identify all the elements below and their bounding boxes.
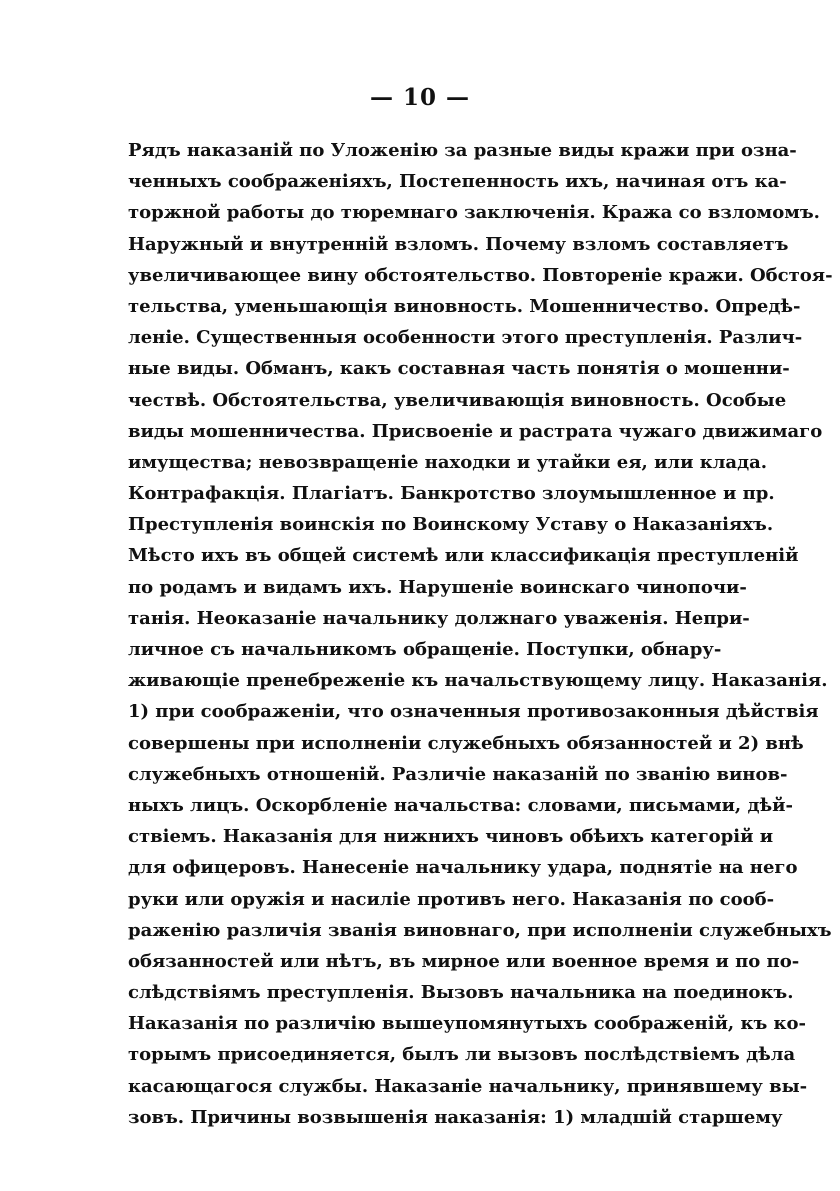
- text-line: для офицеровъ. Нанесеніе начальнику удара, поднятіе на него: [128, 857, 798, 879]
- text-line: увеличивающее вину обстоятельство. Повтореніе кражи. Обстоя-: [128, 264, 833, 286]
- text-line: раженію различія званія виновнаго, при исполненіи служебныхъ: [128, 919, 832, 941]
- text-line: леніе. Существенныя особенности этого преступленія. Различ-: [128, 327, 803, 349]
- text-line: слѣдствіямъ преступленія. Вызовъ начальника на поединокъ.: [128, 982, 794, 1004]
- text-line: тельства, уменьшающія виновность. Мошенничество. Опредѣ-: [128, 295, 801, 317]
- text-line: совершены при исполненіи служебныхъ обязанностей и 2) внѣ: [128, 732, 804, 754]
- body-text: [128, 135, 833, 1133]
- text-line: Преступленія воинскія по Воинскому Уставу о Наказаніяхъ.: [128, 514, 774, 536]
- text-line: ствіемъ. Наказанія для нижнихъ чиновъ обѣихъ категорій и: [128, 826, 774, 848]
- text-line: танія. Неоказаніе начальнику должнаго уваженія. Непри-: [128, 607, 750, 629]
- text-line: 1) при соображеніи, что означенныя противозаконныя дѣйствія: [128, 701, 819, 723]
- text-line: по родамъ и видамъ ихъ. Нарушеніе воинскаго чинопочи-: [128, 576, 747, 598]
- text-line: личное съ начальникомъ обращеніе. Поступки, обнару-: [128, 639, 722, 660]
- text-line: касающагося службы. Наказаніе начальнику, принявшему вы-: [128, 1075, 808, 1097]
- text-line: торжной работы до тюремнаго заключенія. Кража со взломомъ.: [128, 202, 820, 224]
- text-line: ные виды. Обманъ, какъ составная часть понятія о мошенни-: [128, 358, 790, 380]
- text-line: Контрафакція. Плагіатъ. Банкротство злоумышленное и пр.: [128, 483, 775, 505]
- text-line: зовъ. Причины возвышенія наказанія: 1) младшій старшему: [128, 1106, 783, 1128]
- text-line: торымъ присоединяется, былъ ли вызовъ послѣдствіемъ дѣла: [128, 1044, 796, 1066]
- text-line: Рядъ наказаній по Уложенію за разные виды кражи при озна-: [128, 140, 797, 161]
- text-line: служебныхъ отношеній. Различіе наказаній по званію винов-: [128, 763, 788, 785]
- text-line: имущества; невозвращеніе находки и утайки ея, или клада.: [128, 451, 768, 473]
- text-line: обязанностей или нѣтъ, въ мирное или военное время и по по-: [128, 950, 800, 972]
- text-line: живающіе пренебреженіе къ начальствующему лицу. Наказанія.: [128, 670, 828, 692]
- text-line: ныхъ лицъ. Оскорбленіе начальства: словами, письмами, дѣй-: [128, 794, 793, 816]
- text-line: ченныхъ соображеніяхъ, Постепенность ихъ, начиная отъ ка-: [128, 171, 787, 193]
- text-line: Наказанія по различію вышеупомянутыхъ соображеній, къ ко-: [128, 1013, 807, 1035]
- text-line: руки или оружія и насиліе противъ него. Наказанія по сооб-: [128, 888, 775, 910]
- text-line: чествѣ. Обстоятельства, увеличивающія виновность. Особые: [128, 389, 787, 411]
- text-line: Мѣсто ихъ въ общей системѣ или классификація преступленій: [128, 545, 799, 567]
- text-line: виды мошенничества. Присвоеніе и растрата чужаго движимаго: [128, 420, 823, 442]
- text-line: Наружный и внутренній взломъ. Почему взломъ составляетъ: [128, 233, 789, 255]
- page-number: — 10 —: [369, 84, 471, 111]
